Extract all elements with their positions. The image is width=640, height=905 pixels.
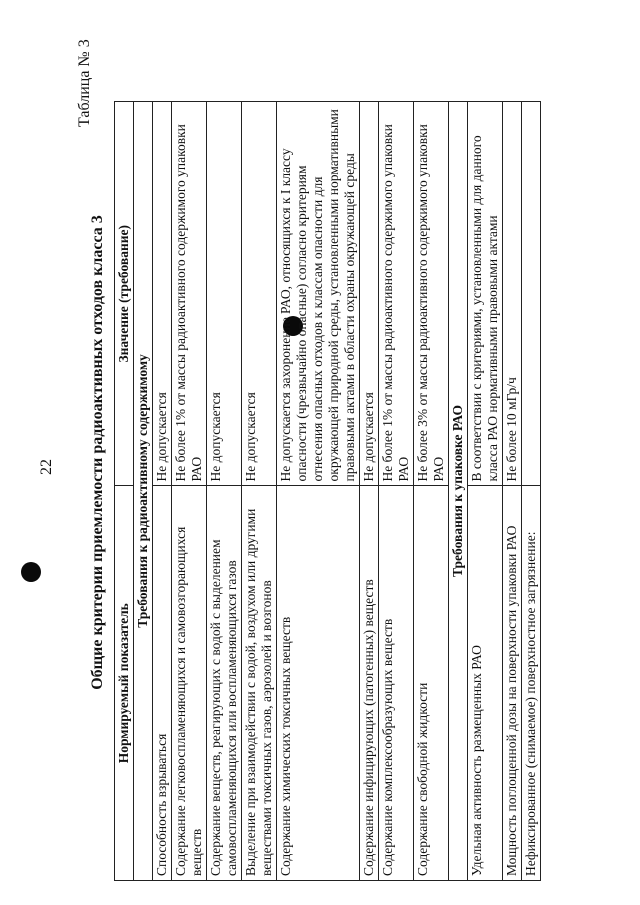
table-row — [277, 102, 360, 881]
indicator-cell: Удельная активность размещенных РАО — [468, 486, 503, 881]
indicator-cell: Содержание веществ, реагирующих с водой с выделением самовоспламеняющихся или воспламеняющихся газов — [207, 486, 242, 881]
table-row — [414, 102, 449, 881]
value-cell — [522, 102, 541, 486]
table-header-row — [115, 102, 134, 881]
header-indicator: Нормируемый показатель — [115, 486, 134, 881]
value-cell: Не допускается — [207, 102, 242, 486]
indicator-cell: Содержание свободной жидкости — [414, 486, 449, 881]
indicator-cell: Способность взрываться — [153, 486, 172, 881]
indicator-cell: Содержание химических токсичных веществ — [277, 486, 360, 881]
table-row — [360, 102, 379, 881]
table-row — [468, 102, 503, 881]
section-row-package — [449, 102, 468, 881]
table-label: Таблица № 3 — [76, 39, 93, 127]
table-row — [379, 102, 414, 881]
indicator-cell: Выделение при взаимодействии с водой, воздухом или другими веществами токсичных газов, аэрозолей и возгонов — [242, 486, 277, 881]
value-cell: Не допускается — [360, 102, 379, 486]
value-cell: Не более 10 мГр/ч — [503, 102, 522, 486]
value-cell: Не допускается захоронение РАО, относящихся к I классу опасности (чрезвычайно опасные) согласно критериям отнесения опасных отходов к классам опасности для окружающей природной среды, установленными нормативными правовыми актами в области охраны окружающей среды — [277, 102, 360, 486]
value-cell: В соответствии с критериями, установленными для данного класса РАО нормативными правовыми актами — [468, 102, 503, 486]
table-row — [503, 102, 522, 881]
value-cell: Не допускается — [153, 102, 172, 486]
indicator-cell: Содержание легковоспламеняющихся и самовозгорающихся веществ — [172, 486, 207, 881]
indicator-cell: Мощность поглощенной дозы на поверхности упаковки РАО — [503, 486, 522, 881]
table-row — [242, 102, 277, 881]
header-value: Значение (требование) — [115, 102, 134, 486]
section-row-radioactive-content — [134, 102, 153, 881]
value-cell: Не более 1% от массы радиоактивного содержимого упаковки РАО — [379, 102, 414, 486]
table-row — [153, 102, 172, 881]
table-row — [172, 102, 207, 881]
indicator-cell: Нефиксированное (снимаемое) поверхностное загрязнение: — [522, 486, 541, 881]
document-title: Общие критерии приемлемости радиоактивных отходов класса 3 — [89, 215, 106, 690]
table-row — [207, 102, 242, 881]
section-title: Требования к радиоактивному содержимому — [134, 102, 153, 881]
indicator-cell: Содержание комплексообразующих веществ — [379, 486, 414, 881]
value-cell: Не допускается — [242, 102, 277, 486]
table-row — [522, 102, 541, 881]
section-title: Требования к упаковке РАО — [449, 102, 468, 881]
criteria-table — [114, 101, 541, 881]
page-number: 22 — [38, 459, 55, 475]
value-cell: Не более 1% от массы радиоактивного содержимого упаковки РАО — [172, 102, 207, 486]
value-cell: Не более 3% от массы радиоактивного содержимого упаковки РАО — [414, 102, 449, 486]
indicator-cell: Содержание инфицирующих (патогенных) веществ — [360, 486, 379, 881]
